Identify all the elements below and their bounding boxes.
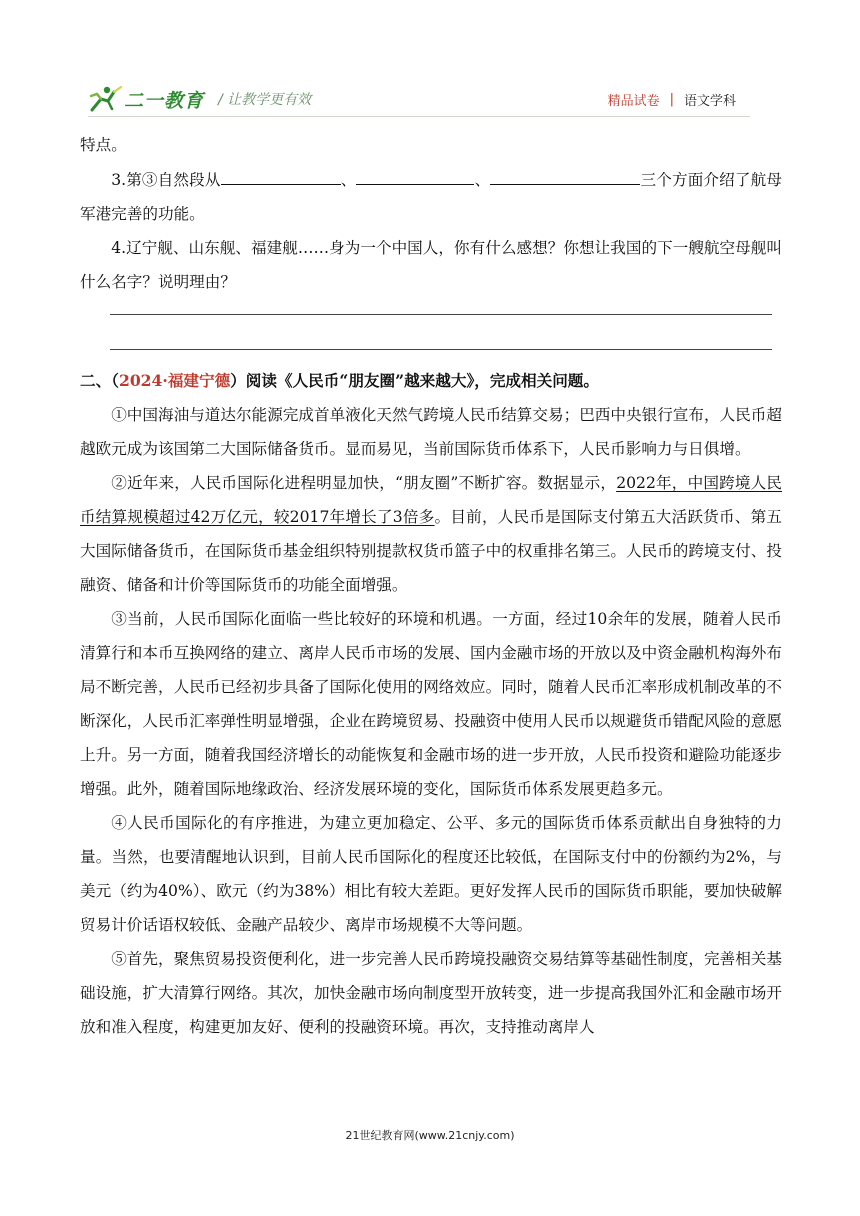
logo bbox=[88, 84, 311, 114]
runner-logo-icon bbox=[88, 84, 122, 114]
answer-blank[interactable] bbox=[221, 162, 341, 185]
paragraph-1: ①中国海油与道达尔能源完成首单液化天然气跨境人民币结算交易；巴西中央银行宣布，人民币超越欧元成为该国第二大国际储备货币。显而易见，当前国际货币体系下，人民币影响力与日俱增。 bbox=[80, 406, 782, 458]
header-tags bbox=[608, 90, 736, 109]
page-footer: 21世纪教育网(www.21cnjy.com) bbox=[345, 1129, 515, 1142]
tag-premium-paper: 精品试卷 bbox=[607, 94, 660, 109]
document-body bbox=[80, 128, 782, 1044]
underlined-text: 2022年，中国跨境人民币结算规模超过42万亿元，较2017年增长了3倍多 bbox=[80, 474, 782, 526]
answer-blank[interactable] bbox=[356, 162, 474, 185]
paragraph-5: ⑤首先，聚焦贸易投资便利化，进一步完善人民币跨境投融资交易结算等基础性制度，完善相关基础设施，扩大清算行网络。其次，加快金融市场向制度型开放转变，进一步提高我国外汇和金融市场开放和准入程度，构建更加友好、便利的投融资环境。再次，支持推动离岸人 bbox=[80, 950, 782, 1036]
text-fragment: 特点。 bbox=[80, 136, 127, 154]
tag-subject: 语文学科 bbox=[683, 94, 736, 109]
paragraph-3: ③当前，人民币国际化面临一些比较好的环境和机遇。一方面，经过10余年的发展，随着人民币清算行和本币互换网络的建立、离岸人民币市场的发展、国内金融市场的开放以及中资金融机构海外布局不断完善，人民币已经初步具备了国际化使用的网络效应。同时，随着人民币汇率形成机制改革的不断深化，人民币汇率弹性明显增强，企业在跨境贸易、投融资中使用人民币以规避货币错配风险的意愿上升。另一方面，随着我国经济增长的动能恢复和金融市场的进一步开放，人民币投资和避险功能逐步增强。此外，随着国际地缘政治、经济发展环境的变化，国际货币体系发展更趋多元。 bbox=[80, 610, 782, 798]
header-divider bbox=[88, 116, 750, 117]
question-3: 3.第③自然段从 、 、 三个方面介绍了航母军港完善的功能。 bbox=[80, 162, 782, 231]
source-tag: 2024·福建宁德 bbox=[118, 371, 231, 390]
tag-separator: | bbox=[669, 92, 674, 107]
answer-line[interactable] bbox=[110, 314, 772, 315]
brand-name: 二一教育 bbox=[124, 89, 205, 112]
paragraph-2: ②近年来，人民币国际化进程明显加快，“朋友圈”不断扩容。数据显示，2022年，中国跨境人民币结算规模超过42万亿元，较2017年增长了3倍多。目前，人民币是国际支付第五大活跃货币、第五大国际储备货币，在国际货币基金组织特别提款权货币篮子中的权重排名第三。人民币的跨境支付、投融资、储备和计价等国际货币的功能全面增强。 bbox=[80, 474, 782, 594]
answer-blank[interactable] bbox=[490, 162, 640, 185]
paragraph-4: ④人民币国际化的有序推进，为建立更加稳定、公平、多元的国际货币体系贡献出自身独特的力量。当然，也要清醒地认识到，目前人民币国际化的程度还比较低，在国际支付中的份额约为2%，与美元（约为40%）、欧元（约为38%）相比有较大差距。更好发挥人民币的国际货币职能，要加快破解贸易计价话语权较低、金融产品较少、离岸市场规模不大等问题。 bbox=[80, 814, 782, 934]
answer-line[interactable] bbox=[110, 349, 772, 350]
brand-slogan: / 让教学更有效 bbox=[218, 92, 312, 108]
question-4: 4.辽宁舰、山东舰、福建舰……身为一个中国人，你有什么感想？你想让我国的下一艘航空母舰叫什么名字？说明理由？ bbox=[80, 239, 782, 291]
page-header bbox=[0, 72, 860, 132]
section-2-title: 二、（2024·福建宁德）阅读《人民币“朋友圈”越来越大》，完成相关问题。 bbox=[80, 371, 599, 390]
